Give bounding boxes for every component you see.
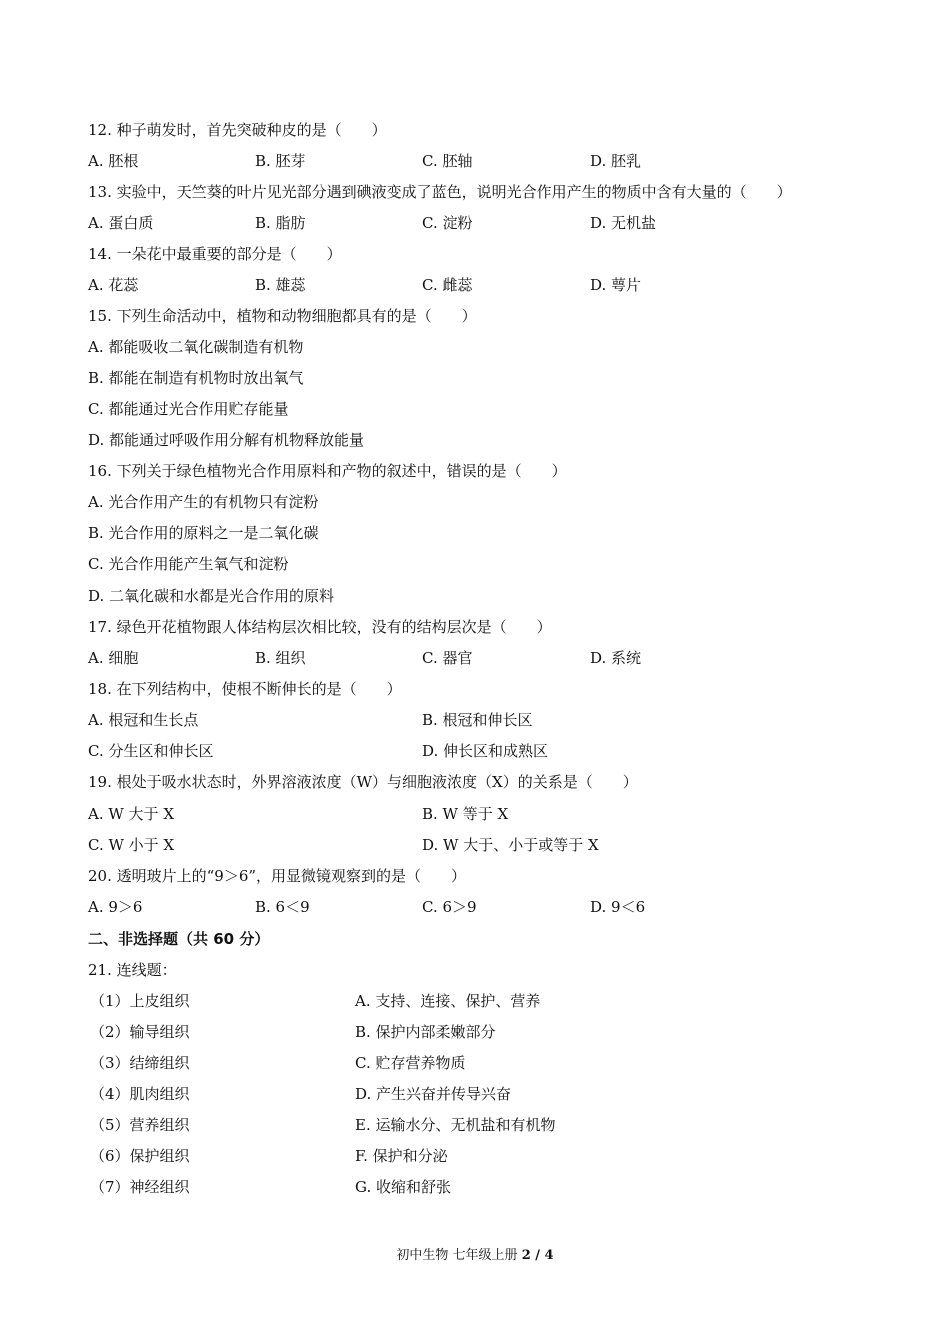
q14-option-a: A. 花蕊 bbox=[88, 276, 139, 294]
q17-option-a: A. 细胞 bbox=[88, 649, 139, 667]
q20-option-a: A. 9＞6 bbox=[88, 898, 143, 916]
page-number: 2 / 4 bbox=[521, 1248, 554, 1263]
match-right-item: D. 产生兴奋并传导兴奋 bbox=[355, 1085, 512, 1103]
footer-label: 初中生物 七年级上册 bbox=[396, 1248, 518, 1263]
q13-option-c: C. 淀粉 bbox=[422, 214, 473, 232]
page-footer bbox=[0, 1247, 950, 1265]
q19-option-c: C. W 小于 X bbox=[88, 836, 175, 854]
match-right-item: C. 贮存营养物质 bbox=[355, 1054, 466, 1072]
question-16-stem: 16. 下列关于绿色植物光合作用原料和产物的叙述中，错误的是（ ） bbox=[88, 462, 567, 480]
match-left-item: （2）输导组织 bbox=[90, 1023, 190, 1041]
match-right-item: F. 保护和分泌 bbox=[355, 1147, 448, 1165]
q19-option-a: A. W 大于 X bbox=[88, 805, 175, 823]
q20-option-d: D. 9＜6 bbox=[590, 898, 646, 916]
match-left-item: （4）肌肉组织 bbox=[90, 1085, 190, 1103]
q12-option-a: A. 胚根 bbox=[88, 152, 139, 170]
question-17-stem: 17. 绿色开花植物跟人体结构层次相比较，没有的结构层次是（ ） bbox=[88, 618, 552, 636]
question-14-stem: 14. 一朵花中最重要的部分是（ ） bbox=[88, 245, 342, 263]
q18-option-d: D. 伸长区和成熟区 bbox=[422, 742, 549, 760]
q14-option-c: C. 雌蕊 bbox=[422, 276, 473, 294]
q18-option-b: B. 根冠和伸长区 bbox=[422, 711, 533, 729]
q13-option-d: D. 无机盐 bbox=[590, 214, 657, 232]
q16-option-c: C. 光合作用能产生氧气和淀粉 bbox=[88, 555, 289, 573]
q13-option-b: B. 脂肪 bbox=[255, 214, 306, 232]
q14-option-d: D. 萼片 bbox=[590, 276, 642, 294]
q12-option-c: C. 胚轴 bbox=[422, 152, 473, 170]
match-left-item: （1）上皮组织 bbox=[90, 992, 190, 1010]
question-13-stem: 13. 实验中，天竺葵的叶片见光部分遇到碘液变成了蓝色，说明光合作用产生的物质中含有大量的（ ） bbox=[88, 183, 792, 201]
match-left-item: （5）营养组织 bbox=[90, 1116, 190, 1134]
question-21-stem: 21. 连线题： bbox=[88, 961, 177, 979]
q19-option-b: B. W 等于 X bbox=[422, 805, 509, 823]
section-title: 二、非选择题（共 60 分） bbox=[88, 930, 270, 948]
q18-option-c: C. 分生区和伸长区 bbox=[88, 742, 214, 760]
q20-option-b: B. 6＜9 bbox=[255, 898, 310, 916]
q12-option-d: D. 胚乳 bbox=[590, 152, 642, 170]
match-left-item: （3）结缔组织 bbox=[90, 1054, 190, 1072]
question-19-stem: 19. 根处于吸水状态时，外界溶液浓度（W）与细胞液浓度（X）的关系是（ ） bbox=[88, 773, 638, 791]
q18-option-a: A. 根冠和生长点 bbox=[88, 711, 199, 729]
q15-option-b: B. 都能在制造有机物时放出氧气 bbox=[88, 369, 304, 387]
match-right-item: G. 收缩和舒张 bbox=[355, 1178, 451, 1196]
question-18-stem: 18. 在下列结构中，使根不断伸长的是（ ） bbox=[88, 680, 402, 698]
match-left-item: （7）神经组织 bbox=[90, 1178, 190, 1196]
q17-option-d: D. 系统 bbox=[590, 649, 642, 667]
match-left-item: （6）保护组织 bbox=[90, 1147, 190, 1165]
q17-option-b: B. 组织 bbox=[255, 649, 306, 667]
q15-option-d: D. 都能通过呼吸作用分解有机物释放能量 bbox=[88, 431, 365, 449]
q16-option-d: D. 二氧化碳和水都是光合作用的原料 bbox=[88, 587, 335, 605]
question-12-stem: 12. 种子萌发时，首先突破种皮的是（ ） bbox=[88, 121, 387, 139]
q17-option-c: C. 器官 bbox=[422, 649, 473, 667]
question-20-stem: 20. 透明玻片上的“9＞6”，用显微镜观察到的是（ ） bbox=[88, 867, 467, 885]
q15-option-a: A. 都能吸收二氧化碳制造有机物 bbox=[88, 338, 304, 356]
q15-option-c: C. 都能通过光合作用贮存能量 bbox=[88, 400, 289, 418]
match-right-item: E. 运输水分、无机盐和有机物 bbox=[355, 1116, 556, 1134]
match-right-item: B. 保护内部柔嫩部分 bbox=[355, 1023, 496, 1041]
q20-option-c: C. 6＞9 bbox=[422, 898, 477, 916]
q14-option-b: B. 雄蕊 bbox=[255, 276, 306, 294]
q16-option-a: A. 光合作用产生的有机物只有淀粉 bbox=[88, 493, 319, 511]
q13-option-a: A. 蛋白质 bbox=[88, 214, 154, 232]
q16-option-b: B. 光合作用的原料之一是二氧化碳 bbox=[88, 524, 319, 542]
q19-option-d: D. W 大于、小于或等于 X bbox=[422, 836, 599, 854]
q12-option-b: B. 胚芽 bbox=[255, 152, 306, 170]
question-15-stem: 15. 下列生命活动中，植物和动物细胞都具有的是（ ） bbox=[88, 307, 477, 325]
match-right-item: A. 支持、连接、保护、营养 bbox=[355, 992, 541, 1010]
